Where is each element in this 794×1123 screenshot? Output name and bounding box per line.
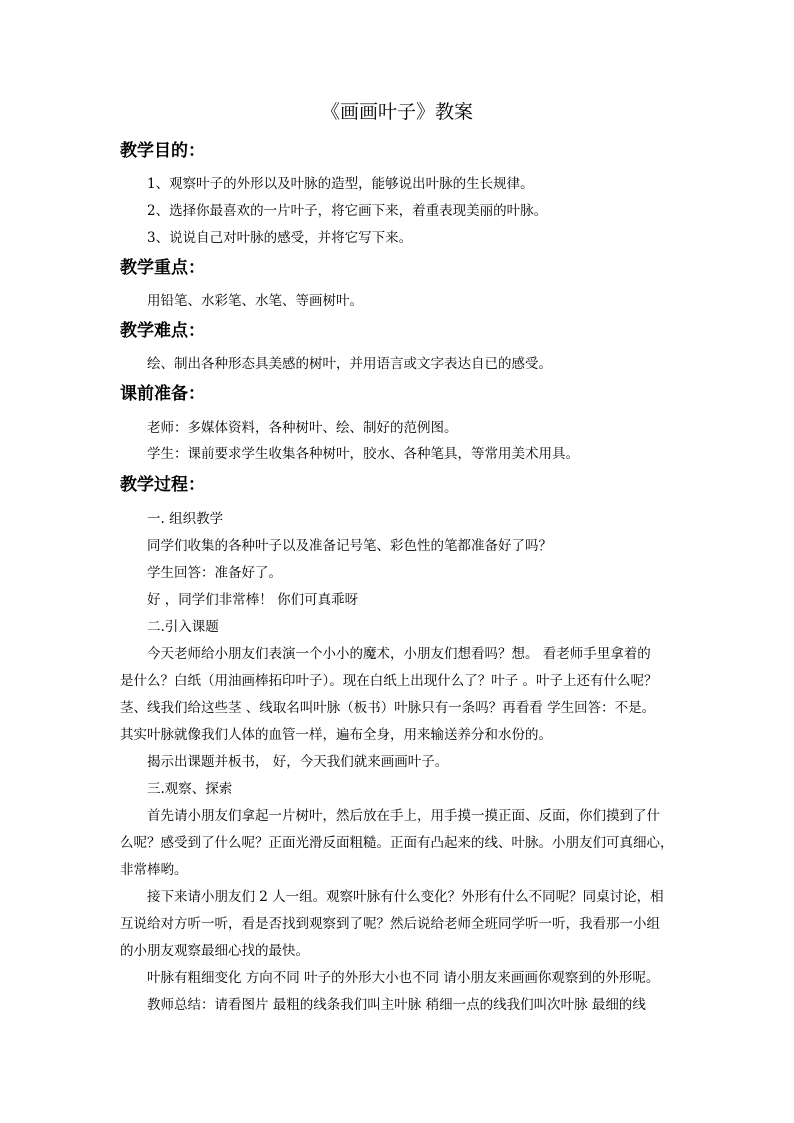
process-line: 互说给对方听一听，看是否找到观察到了呢？然后说给老师全班同学听一听，我看那一小组 — [120, 916, 660, 932]
process-line: 接下来请小朋友们 2 人一组。观察叶脉有什么变化？外形有什么不同呢？同桌讨论，相 — [147, 889, 664, 905]
process-line: 今天老师给小朋友们表演一个小小的魔术，小朋友们想看吗？想。 看老师手里拿着的 — [147, 646, 651, 662]
document-title: 《画画叶子》教案 — [320, 101, 473, 123]
difficulty-text: 绘、制出各种形态具美感的树叶，并用语言或文字表达自已的感受。 — [147, 356, 552, 372]
process-line: 同学们收集的各种叶子以及准备记号笔、彩色性的笔都准备好了吗？ — [147, 538, 552, 554]
process-line: 二.引入课题 — [147, 619, 219, 635]
process-line: 非常棒哟。 — [120, 862, 188, 878]
heading-preparation: 课前准备： — [120, 384, 205, 404]
goal-item-3: 3、说说自己对叶脉的感受，并将它写下来。 — [147, 230, 413, 246]
preparation-teacher: 老师：多媒体资料，各种树叶、绘、制好的范例图。 — [147, 420, 458, 436]
process-line: 首先请小朋友们拿起一片树叶，然后放在手上，用手摸一摸正面、反面，你们摸到了什 — [147, 808, 660, 824]
heading-goals: 教学目的： — [120, 141, 205, 161]
heading-focus: 教学重点： — [120, 258, 205, 278]
process-line: 三.观察、探索 — [147, 781, 233, 797]
process-line: 其实叶脉就像我们人体的血管一样，遍布全身，用来输送养分和水份的。 — [120, 727, 552, 743]
heading-difficulty: 教学难点： — [120, 321, 205, 341]
process-line: 一. 组织教学 — [147, 511, 224, 527]
process-line: 教师总结：请看图片 最粗的线条我们叫主叶脉 稍细一点的线我们叫次叶脉 最细的线 — [147, 997, 646, 1013]
process-line: 好 ，同学们非常棒！ 你们可真乖呀 — [147, 592, 359, 608]
goal-item-1: 1、观察叶子的外形以及叶脉的造型，能够说出叶脉的生长规律。 — [147, 176, 534, 192]
process-line: 叶脉有粗细变化 方向不同 叶子的外形大小也不同 请小朋友来画画你观察到的外形呢。 — [147, 970, 660, 986]
focus-text: 用铅笔、水彩笔、水笔、等画树叶。 — [147, 293, 363, 309]
process-line: 茎、线我们给这些茎 、线取名叫叶脉（板书）叶脉只有一条吗？再看看 学生回答：不是。 — [120, 700, 656, 716]
process-line: 揭示出课题并板书， 好，今天我们就来画画叶子。 — [147, 754, 449, 770]
process-line: 的小朋友观察最细心找的最快。 — [120, 943, 309, 959]
heading-process: 教学过程： — [120, 475, 205, 495]
preparation-student: 学生：课前要求学生收集各种树叶，胶水、各种笔具，等常用美术用具。 — [147, 446, 579, 462]
goal-item-2: 2、选择你最喜欢的一片叶子，将它画下来，着重表现美丽的叶脉。 — [147, 203, 548, 219]
process-line: 是什么？白纸（用油画棒拓印叶子）。现在白纸上出现什么了？叶子 。叶子上还有什么呢？ — [120, 673, 658, 689]
process-line: 学生回答：准备好了。 — [147, 565, 282, 581]
process-line: 么呢？感受到了什么呢？正面光滑反面粗糙。正面有凸起来的线、叶脉。小朋友们可真细心， — [120, 835, 674, 851]
